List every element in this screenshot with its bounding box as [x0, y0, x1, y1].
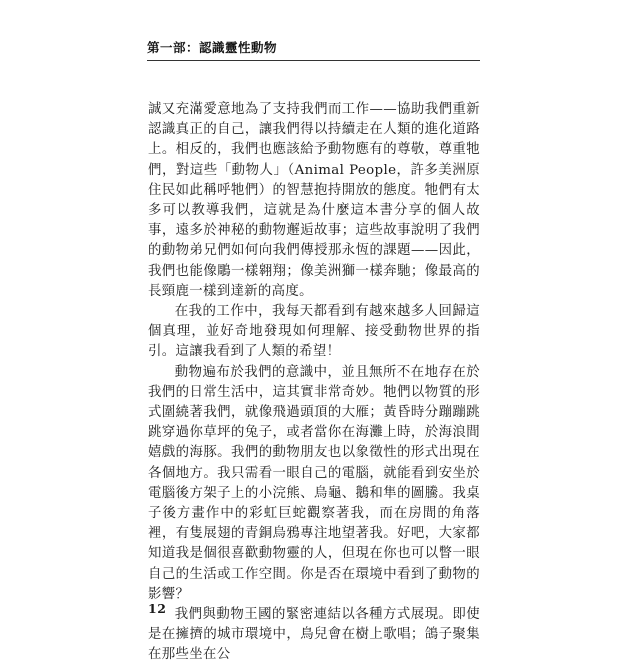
paragraph: 動物遍布於我們的意識中，並且無所不在地存在於我們的日常生活中，這其實非常奇妙。牠們以物質的形式圍繞著我們，就像飛過頭頂的大雁；黃昏時分蹦蹦跳跳穿過你草坪的兔子，或者當你在海灘上時，於海浪間嬉戲的海豚。我們的動物朋友也以象徵性的形式出現在各個地方。我只需看一眼自己的電腦，就能看到安坐於電腦後方架子上的小浣熊、烏龜、鵝和隼的圖騰。我桌子後方畫作中的彩虹巨蛇觀察著我，而在房間的角落裡，有隻展翅的青銅烏鴉專注地望著我。好吧，大家都知道我是個很喜歡動物靈的人，但現在你也可以瞥一眼自己的生活或工作空間。你是否在環境中看到了動物的影響？	[148, 364, 480, 602]
page-number: 12	[148, 601, 167, 616]
header-rule	[147, 60, 480, 61]
paragraph: 誠又充滿愛意地為了支持我們而工作——協助我們重新認識真正的自己，讓我們得以持續走在人類的進化道路上。相反的，我們也應該給予動物應有的尊敬，尊重牠們，對這些「動物人」（Animal People，許多美洲原住民如此稱呼牠們）的智慧抱持開放的態度。牠們有太多可以教導我們，這就是為什麼這本書分享的個人故事，遠多於神秘的動物邂逅故事；這些故事說明了我們的動物弟兄們如何向我們傳授那永恆的課題——因此，我們也能像鵰一樣翱翔；像美洲獅一樣奔馳；像最高的長頸鹿一樣到達新的高度。	[148, 102, 480, 299]
paragraph: 我們與動物王國的緊密連結以各種方式展現。即使是在擁擠的城市環境中，鳥兒會在樹上歌唱；鴿子聚集在那些坐在公	[148, 607, 480, 663]
paragraph: 在我的工作中，我每天都看到有越來越多人回歸這個真理，並好奇地發現如何理解、接受動物世界的指引。這讓我看到了人類的希望！	[148, 304, 480, 360]
running-head: 第一部：認識靈性動物	[147, 40, 278, 55]
body-text	[148, 100, 480, 666]
